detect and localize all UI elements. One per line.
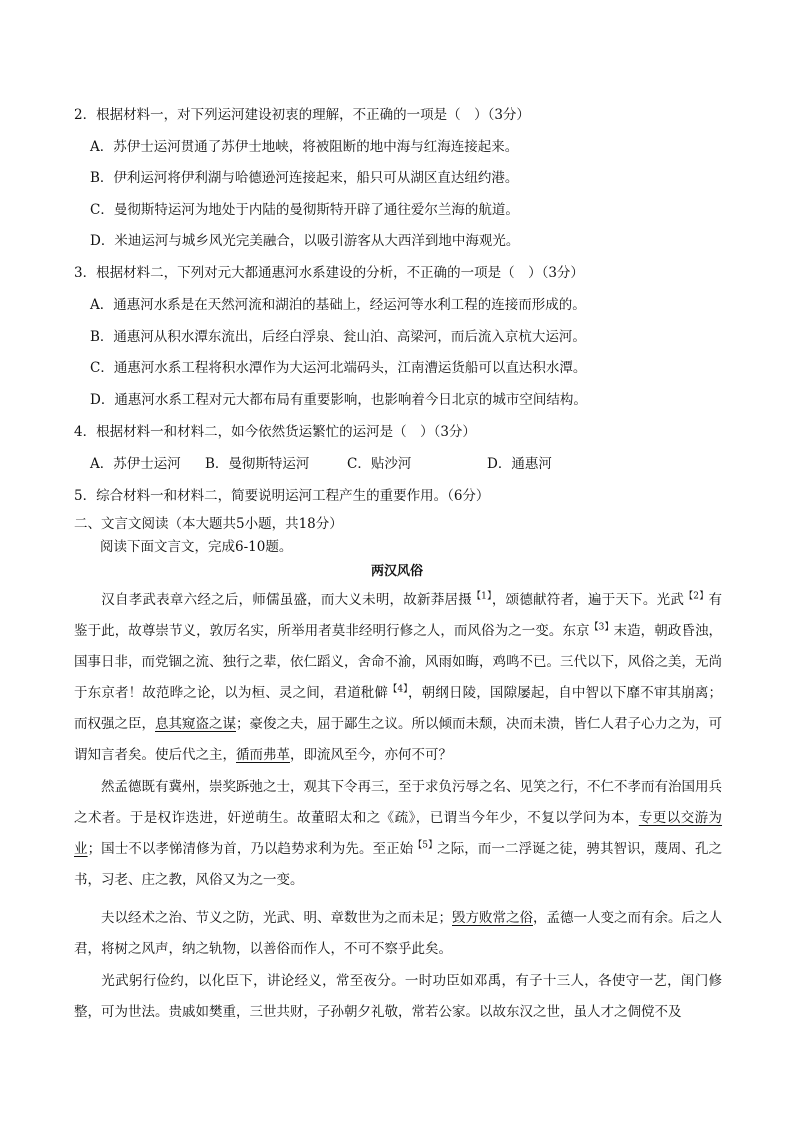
passage-title: 两汉风俗: [370, 564, 423, 579]
p3-text-a: 夫以经术之治、节义之防，光武、明、章数世为之而未足；: [101, 910, 452, 926]
p1-text-e: ，朝纲日陵，国隙屡起，自中智以下靡不审其崩离；而权强之臣，: [74, 685, 723, 732]
question-4-option-b: B．曼彻斯特运河: [205, 456, 310, 472]
section-heading: 二、文言文阅读（本大题共5小题，共18分）: [74, 516, 343, 532]
question-2-option-b: B．伊利运河将伊利湖与哈德逊河连接起来，船只可从湖区直达纽约港。: [90, 170, 519, 186]
p1-text-b: ，颂德献符者，遍于天下。光武: [491, 592, 685, 608]
question-4-option-d: D．通惠河: [487, 456, 552, 472]
question-4-option-a: A．苏伊士运河: [90, 456, 181, 472]
p3-text-b: ，孟德一人变之而有余。后之人君，将树之风声，纳之轨物，以善俗而作人，不可不察乎此矣。: [74, 910, 722, 957]
p4-text-a: 光武躬行俭约，以化臣下，讲论经义，常至夜分。一时功臣如邓禹，有子十三人，各使守一艺，闺门修整，可为世法。贵戚如樊重，三世共财，子孙朝夕礼敬，常若公家。以故东汉之世，虽人才之倜傥不及: [74, 973, 722, 1020]
passage-paragraph-3: [74, 903, 722, 965]
question-3-option-d: D．通惠河水系工程对元大都布局有重要影响，也影响着今日北京的城市空间结构。: [90, 392, 587, 408]
question-4-option-c: C．贴沙河: [347, 456, 412, 472]
question-3-stem: 3．根据材料二，下列对元大都通惠河水系建设的分析，不正确的一项是（ ）（3分）: [74, 265, 584, 281]
question-3-option-b: B．通惠河从积水潭东流出，后经白浮泉、瓮山泊、高梁河，而后流入京杭大运河。: [90, 329, 586, 345]
underlined-phrase-3: 专更以交游为业: [74, 810, 723, 857]
question-4-stem: 4．根据材料一和材料二，如今依然货运繁忙的运河是（ ）（3分）: [74, 424, 476, 440]
section-instruction: 阅读下面文言文，完成6-10题。: [100, 539, 293, 555]
question-2-stem: 2．根据材料一，对下列运河建设初衷的理解，不正确的一项是（ ）（3分）: [74, 107, 530, 123]
underlined-phrase-2: 循而弗革: [236, 747, 290, 763]
question-2-option-a: A．苏伊士运河贯通了苏伊士地峡，将被阻断的地中海与红海连接起来。: [90, 139, 519, 155]
passage-paragraph-2: [74, 772, 722, 896]
note-marker-2: 【2】: [684, 591, 709, 602]
note-marker-3: 【3】: [589, 622, 614, 633]
passage-paragraph-4: [74, 966, 722, 1028]
p1-text-g: ，即流风至今，亦何不可？: [290, 747, 452, 763]
underlined-phrase-1: 息其窥盗之谋: [155, 716, 236, 732]
p2-text-c: 之际，而一二浮诞之徒，骋其智识，蔑周、孔之书，习老、庄之教，风俗又为之一变。: [74, 841, 723, 888]
question-2-option-d: D．米迪运河与城乡风光完美融合，以吸引游客从大西洋到地中海观光。: [90, 233, 520, 249]
passage-paragraph-1: [74, 585, 722, 771]
question-2-option-c: C．曼彻斯特运河为地处于内陆的曼彻斯特开辟了通往爱尔兰海的航道。: [90, 202, 519, 218]
note-marker-5: 【5】: [413, 840, 438, 851]
p2-text-b: ；国士不以孝悌清修为首，乃以趋势求利为先。至正始: [87, 841, 414, 857]
note-marker-4: 【4】: [388, 684, 408, 695]
p1-text-a: 汉自孝武表章六经之后，师儒虽盛，而大义未明，故新莽居摄: [101, 592, 472, 608]
p1-text-c: 有鉴于此，故尊崇节义，敦厉名实，所举用者莫非经明行修之人，而风俗为之一变。东京: [74, 592, 722, 639]
question-3-option-c: C．通惠河水系工程将积水潭作为大运河北端码头，江南漕运货船可以直达积水潭。: [90, 360, 587, 376]
p2-text-a: 然孟德既有冀州，崇奖跅弛之士，观其下令再三，至于求负污辱之名、见笑之行，不仁不孝而有治国用兵之术者。于是权诈迭进，奸逆萌生。故董昭太和之《疏》，已谓当今年少，不复以学问为本，: [74, 779, 722, 826]
p1-text-d: 末造，朝政昏浊，国事日非，而党锢之流、独行之辈，依仁蹈义，舍命不渝，风雨如晦，鸡鸣不已。三代以下，风俗之美，无尚于东京者！故范晔之论，以为桓、灵之间，君道秕僻: [74, 623, 723, 701]
p1-text-f: ；豪俊之夫，屈于鄙生之议。所以倾而未颓，决而未溃，皆仁人君子心力之为，可谓知言者矣。使后代之主，: [74, 716, 722, 763]
question-5-stem: 5．综合材料一和材料二，简要说明运河工程产生的重要作用。（6分）: [74, 488, 490, 504]
question-3-option-a: A．通惠河水系是在天然河流和湖泊的基础上，经运河等水利工程的连接而形成的。: [90, 297, 586, 313]
underlined-phrase-4: 毁方败常之俗: [452, 910, 533, 926]
note-marker-1: 【1】: [471, 591, 492, 602]
